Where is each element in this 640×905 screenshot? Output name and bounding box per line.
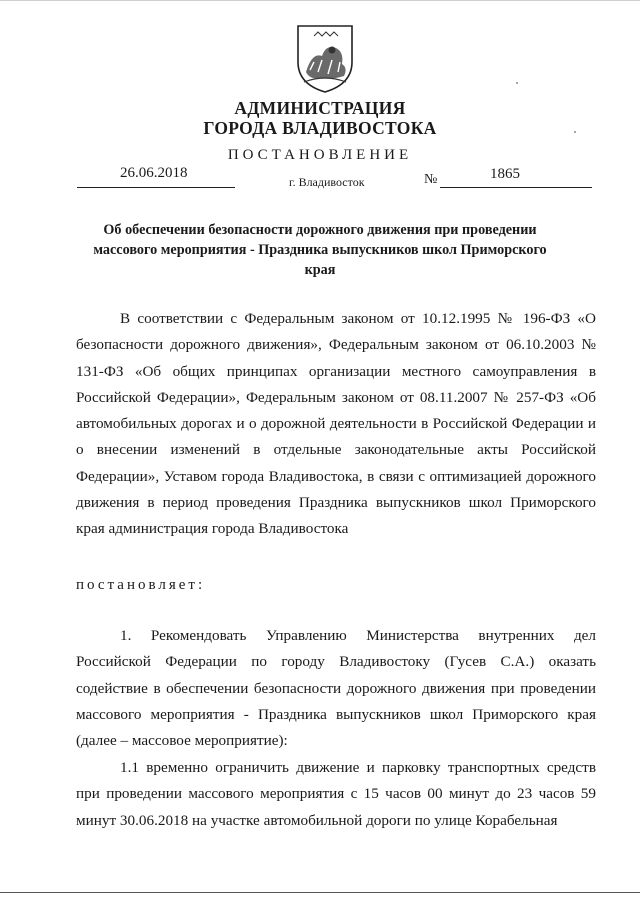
document-title: Об обеспечении безопасности дорожного движения при проведении массового мероприятия - Праздника выпускников школ Приморского края (93, 222, 547, 278)
date-underline (77, 187, 235, 188)
decree-word: постановляет: (76, 577, 206, 593)
page-bottom-edge (0, 892, 640, 893)
document-date: 26.06.2018 (120, 165, 188, 181)
document-type: ПОСТАНОВЛЕНИЕ (227, 147, 413, 163)
coat-of-arms-emblem (292, 22, 358, 94)
org-name-line-1: АДМИНИСТРАЦИЯ (234, 98, 406, 118)
item-1-paragraph: 1. Рекомендовать Управлению Министерства внутренних дел Российской Федерации по городу Владивостоку (Гусев С.А.) оказать содействие в обеспечении безопасности дорожного движения при проведении массового мероприятия - Праздника выпускников школ Приморского края (далее – массовое мероприятие): (76, 627, 596, 750)
document-number: 1865 (490, 166, 520, 182)
document-city: г. Владивосток (289, 175, 365, 189)
scan-speck (574, 131, 576, 133)
org-name-line-2: ГОРОДА ВЛАДИВОСТОКА (203, 118, 437, 138)
item-1-1-paragraph: 1.1 временно ограничить движение и парковку транспортных средств при проведении массового мероприятия с 15 часов 00 минут до 23 часов 59 минут 30.06.2018 на участке автомобильной дороги по улице Корабельная (76, 759, 596, 829)
number-underline (440, 187, 592, 188)
scan-edge (0, 0, 640, 1)
preamble-paragraph: В соответствии с Федеральным законом от 10.12.1995 № 196-ФЗ «О безопасности дорожного движения», Федеральным законом от 06.10.2003 № 131-ФЗ «Об общих принципах организации местного самоуправления в Российской Федерации», Федеральным законом от 08.11.2007 № 257-ФЗ «Об автомобильных дорогах и о дорожной деятельности в Российской Федерации и о внесении изменений в отдельные законодательные акты Российской Федерации», Уставом города Владивостока, в связи с оптимизацией дорожного движения в период проведения Праздника выпускников школ Приморского края администрация города Владивостока (76, 310, 596, 538)
scan-speck (516, 82, 518, 84)
number-sign: № (424, 172, 438, 187)
